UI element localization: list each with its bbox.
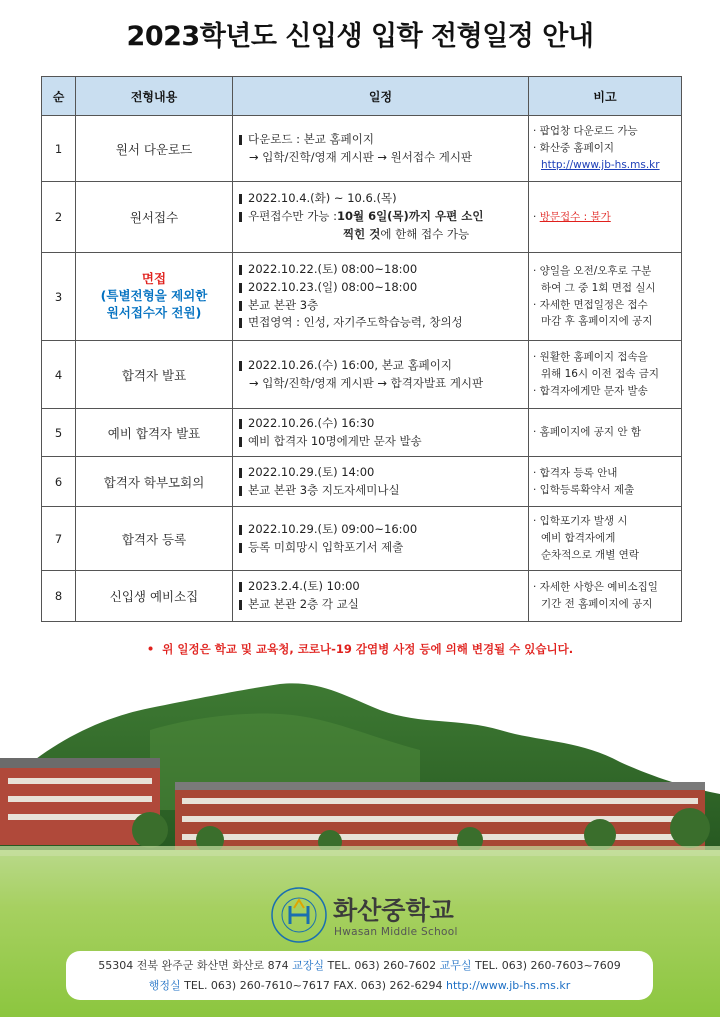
schedule-line: → 입학/진학/영재 게시판 → 원서접수 게시판 <box>249 149 473 164</box>
note-line: · 합격자 등록 안내 <box>533 466 618 479</box>
school-seal-icon <box>270 886 328 944</box>
contact-box <box>66 951 653 1000</box>
table-row <box>42 182 682 253</box>
schedule-line: 2022.10.29.(토) 09:00~16:00 <box>248 521 418 536</box>
office-label: 교장실 <box>292 959 325 972</box>
row-schedule <box>233 409 529 457</box>
row-num: 8 <box>42 571 76 622</box>
schedule-line: 2022.10.23.(일) 08:00~18:00 <box>248 279 418 294</box>
schedule-line: → 입학/진학/영재 게시판 → 합격자발표 게시판 <box>249 375 484 390</box>
row-schedule <box>233 253 529 341</box>
schedule-line: 등록 미희망시 입학포기서 제출 <box>248 539 404 554</box>
schedule-line: 2022.10.26.(수) 16:00, 본교 홈페이지 <box>248 357 452 372</box>
row-schedule <box>233 182 529 253</box>
schedule-line: 예비 합격자 10명에게만 문자 발송 <box>248 433 422 448</box>
table-row <box>42 409 682 457</box>
table-row <box>42 457 682 507</box>
row-note <box>529 507 682 571</box>
footer-url-link[interactable]: http://www.jb-hs.ms.kr <box>446 979 571 992</box>
schedule-line-emphasis: 10월 6일(목)까지 우편 소인 <box>336 209 484 224</box>
row-schedule <box>233 116 529 182</box>
bullet-bar-icon <box>239 212 242 222</box>
page-title: 2023학년도 신입생 입학 전형일정 안내 <box>126 21 594 52</box>
row-num: 7 <box>42 507 76 571</box>
note-line: · 자세한 면접일정은 접수 <box>533 298 648 311</box>
office-tel: TEL. 063) 260-7602 <box>327 959 437 972</box>
bullet-bar-icon <box>239 486 242 496</box>
row-num: 6 <box>42 457 76 507</box>
item-interview-title: 면접 <box>141 271 167 287</box>
row-num: 2 <box>42 182 76 253</box>
row-item: 예비 합격자 발표 <box>76 409 233 457</box>
row-num: 3 <box>42 253 76 341</box>
note-line: · 입학등록확약서 제출 <box>533 483 635 496</box>
bullet-bar-icon <box>239 525 242 535</box>
note-line: 하여 그 중 1회 면접 실시 <box>541 281 656 294</box>
row-num: 4 <box>42 341 76 409</box>
note-line: 예비 합격자에게 <box>541 532 616 545</box>
bullet-bar-icon <box>239 265 242 275</box>
row-note <box>529 341 682 409</box>
office-tel: TEL. 063) 260-7610~7617 <box>184 979 330 992</box>
row-note <box>529 571 682 622</box>
schedule-line: 2022.10.4.(화) ~ 10.6.(목) <box>248 191 397 206</box>
bullet-bar-icon <box>239 600 242 610</box>
school-logo <box>270 886 470 946</box>
contact-line-1 <box>66 956 653 976</box>
schedule-line: 면접영역 : 인성, 자기주도학습능력, 창의성 <box>248 315 463 330</box>
row-note <box>529 182 682 253</box>
schedule-line: 다운로드 : 본교 홈페이지 <box>248 131 374 146</box>
schedule-line: 에 한해 접수 가능 <box>380 226 470 241</box>
bullet-bar-icon <box>239 283 242 293</box>
table-row <box>42 253 682 341</box>
fax: FAX. 063) 262-6294 <box>333 979 443 992</box>
office-label: 교무실 <box>439 959 472 972</box>
table-row <box>42 116 682 182</box>
schedule-line: 본교 본관 2층 각 교실 <box>248 597 359 611</box>
schedule-line: 본교 본관 3층 지도자세미나실 <box>248 482 400 497</box>
bullet-bar-icon <box>239 194 242 204</box>
row-item: 합격자 발표 <box>76 341 233 409</box>
row-note <box>529 116 682 182</box>
note-line: · 양일을 오전/오후로 구분 <box>533 264 652 277</box>
bullet-bar-icon <box>239 437 242 447</box>
bullet-bar-icon <box>239 318 242 328</box>
note-line: · 홈페이지에 공지 안 함 <box>533 426 641 439</box>
row-note <box>529 457 682 507</box>
table-row <box>42 341 682 409</box>
note-line: · 합격자에게만 문자 발송 <box>533 384 648 397</box>
row-num: 5 <box>42 409 76 457</box>
school-name-english: Hwasan Middle School <box>334 926 458 938</box>
school-name-korean: 화산중학교 <box>333 896 454 925</box>
row-schedule <box>233 341 529 409</box>
office-label: 행정실 <box>148 979 181 992</box>
item-interview-sub: 원서접수자 전원) <box>106 304 202 320</box>
note-line: 마감 후 홈페이지에 공지 <box>541 315 653 328</box>
bullet-bar-icon <box>239 468 242 478</box>
note-line: · 입학포기자 발생 시 <box>533 515 628 528</box>
notice-text: 위 일정은 학교 및 교육청, 코로나-19 감염병 사정 등에 의해 변경될 수 있습니다. <box>162 642 574 656</box>
row-item <box>76 253 233 341</box>
row-schedule <box>233 507 529 571</box>
item-interview-sub: (특별전형을 제외한 <box>100 288 208 304</box>
header-item: 전형내용 <box>76 77 233 116</box>
row-note <box>529 409 682 457</box>
row-item: 신입생 예비소집 <box>76 571 233 622</box>
table-header-row <box>42 77 682 116</box>
office-tel: TEL. 063) 260-7603~7609 <box>474 959 621 972</box>
note-line: · 팝업창 다운로드 가능 <box>533 125 638 138</box>
bullet-bar-icon <box>239 419 242 429</box>
schedule-table <box>41 76 682 622</box>
bullet-bar-icon <box>239 543 242 553</box>
schedule-line-emphasis: 찍힌 것 <box>343 226 381 241</box>
note-line: 위해 16시 이전 접속 금지 <box>541 368 659 381</box>
note-line: · 자세한 사항은 예비소집일 <box>533 581 658 594</box>
schedule-line: 본교 본관 3층 <box>248 297 319 312</box>
row-note <box>529 253 682 341</box>
homepage-link[interactable]: http://www.jb-hs.ms.kr <box>541 158 660 171</box>
header-num: 순 <box>42 77 76 116</box>
change-notice <box>0 641 720 657</box>
table-row <box>42 571 682 622</box>
note-bullet: · <box>533 210 540 223</box>
note-line: 순차적으로 개별 연락 <box>541 548 639 561</box>
row-item: 원서 다운로드 <box>76 116 233 182</box>
schedule-line: 우편접수만 가능 : <box>248 209 337 224</box>
note-line-warning: 방문접수 : 불가 <box>539 210 611 223</box>
contact-address: 55304 전북 완주군 화산면 화산로 874 <box>98 959 289 972</box>
bullet-bar-icon <box>239 361 242 371</box>
bullet-bar-icon <box>239 301 242 311</box>
contact-line-2 <box>66 976 653 996</box>
header-schedule: 일정 <box>233 77 529 116</box>
bullet-bar-icon <box>239 135 242 145</box>
note-line: 기간 전 홈페이지에 공지 <box>541 598 653 610</box>
row-item: 합격자 학부모회의 <box>76 457 233 507</box>
row-item: 합격자 등록 <box>76 507 233 571</box>
notice-bullet: • <box>146 642 155 656</box>
schedule-line: 2022.10.26.(수) 16:30 <box>248 415 375 430</box>
row-schedule <box>233 571 529 622</box>
row-num: 1 <box>42 116 76 182</box>
table-row <box>42 507 682 571</box>
note-line: · 원활한 홈페이지 접속을 <box>533 351 648 364</box>
schedule-line: 2023.2.4.(토) 10:00 <box>248 579 360 594</box>
schedule-line: 2022.10.22.(토) 08:00~18:00 <box>248 261 418 276</box>
row-schedule <box>233 457 529 507</box>
header-note: 비고 <box>529 77 682 116</box>
note-line: · 화산중 홈페이지 <box>533 142 615 155</box>
bullet-bar-icon <box>239 582 242 592</box>
row-item: 원서접수 <box>76 182 233 253</box>
schedule-line: 2022.10.29.(토) 14:00 <box>248 464 375 479</box>
